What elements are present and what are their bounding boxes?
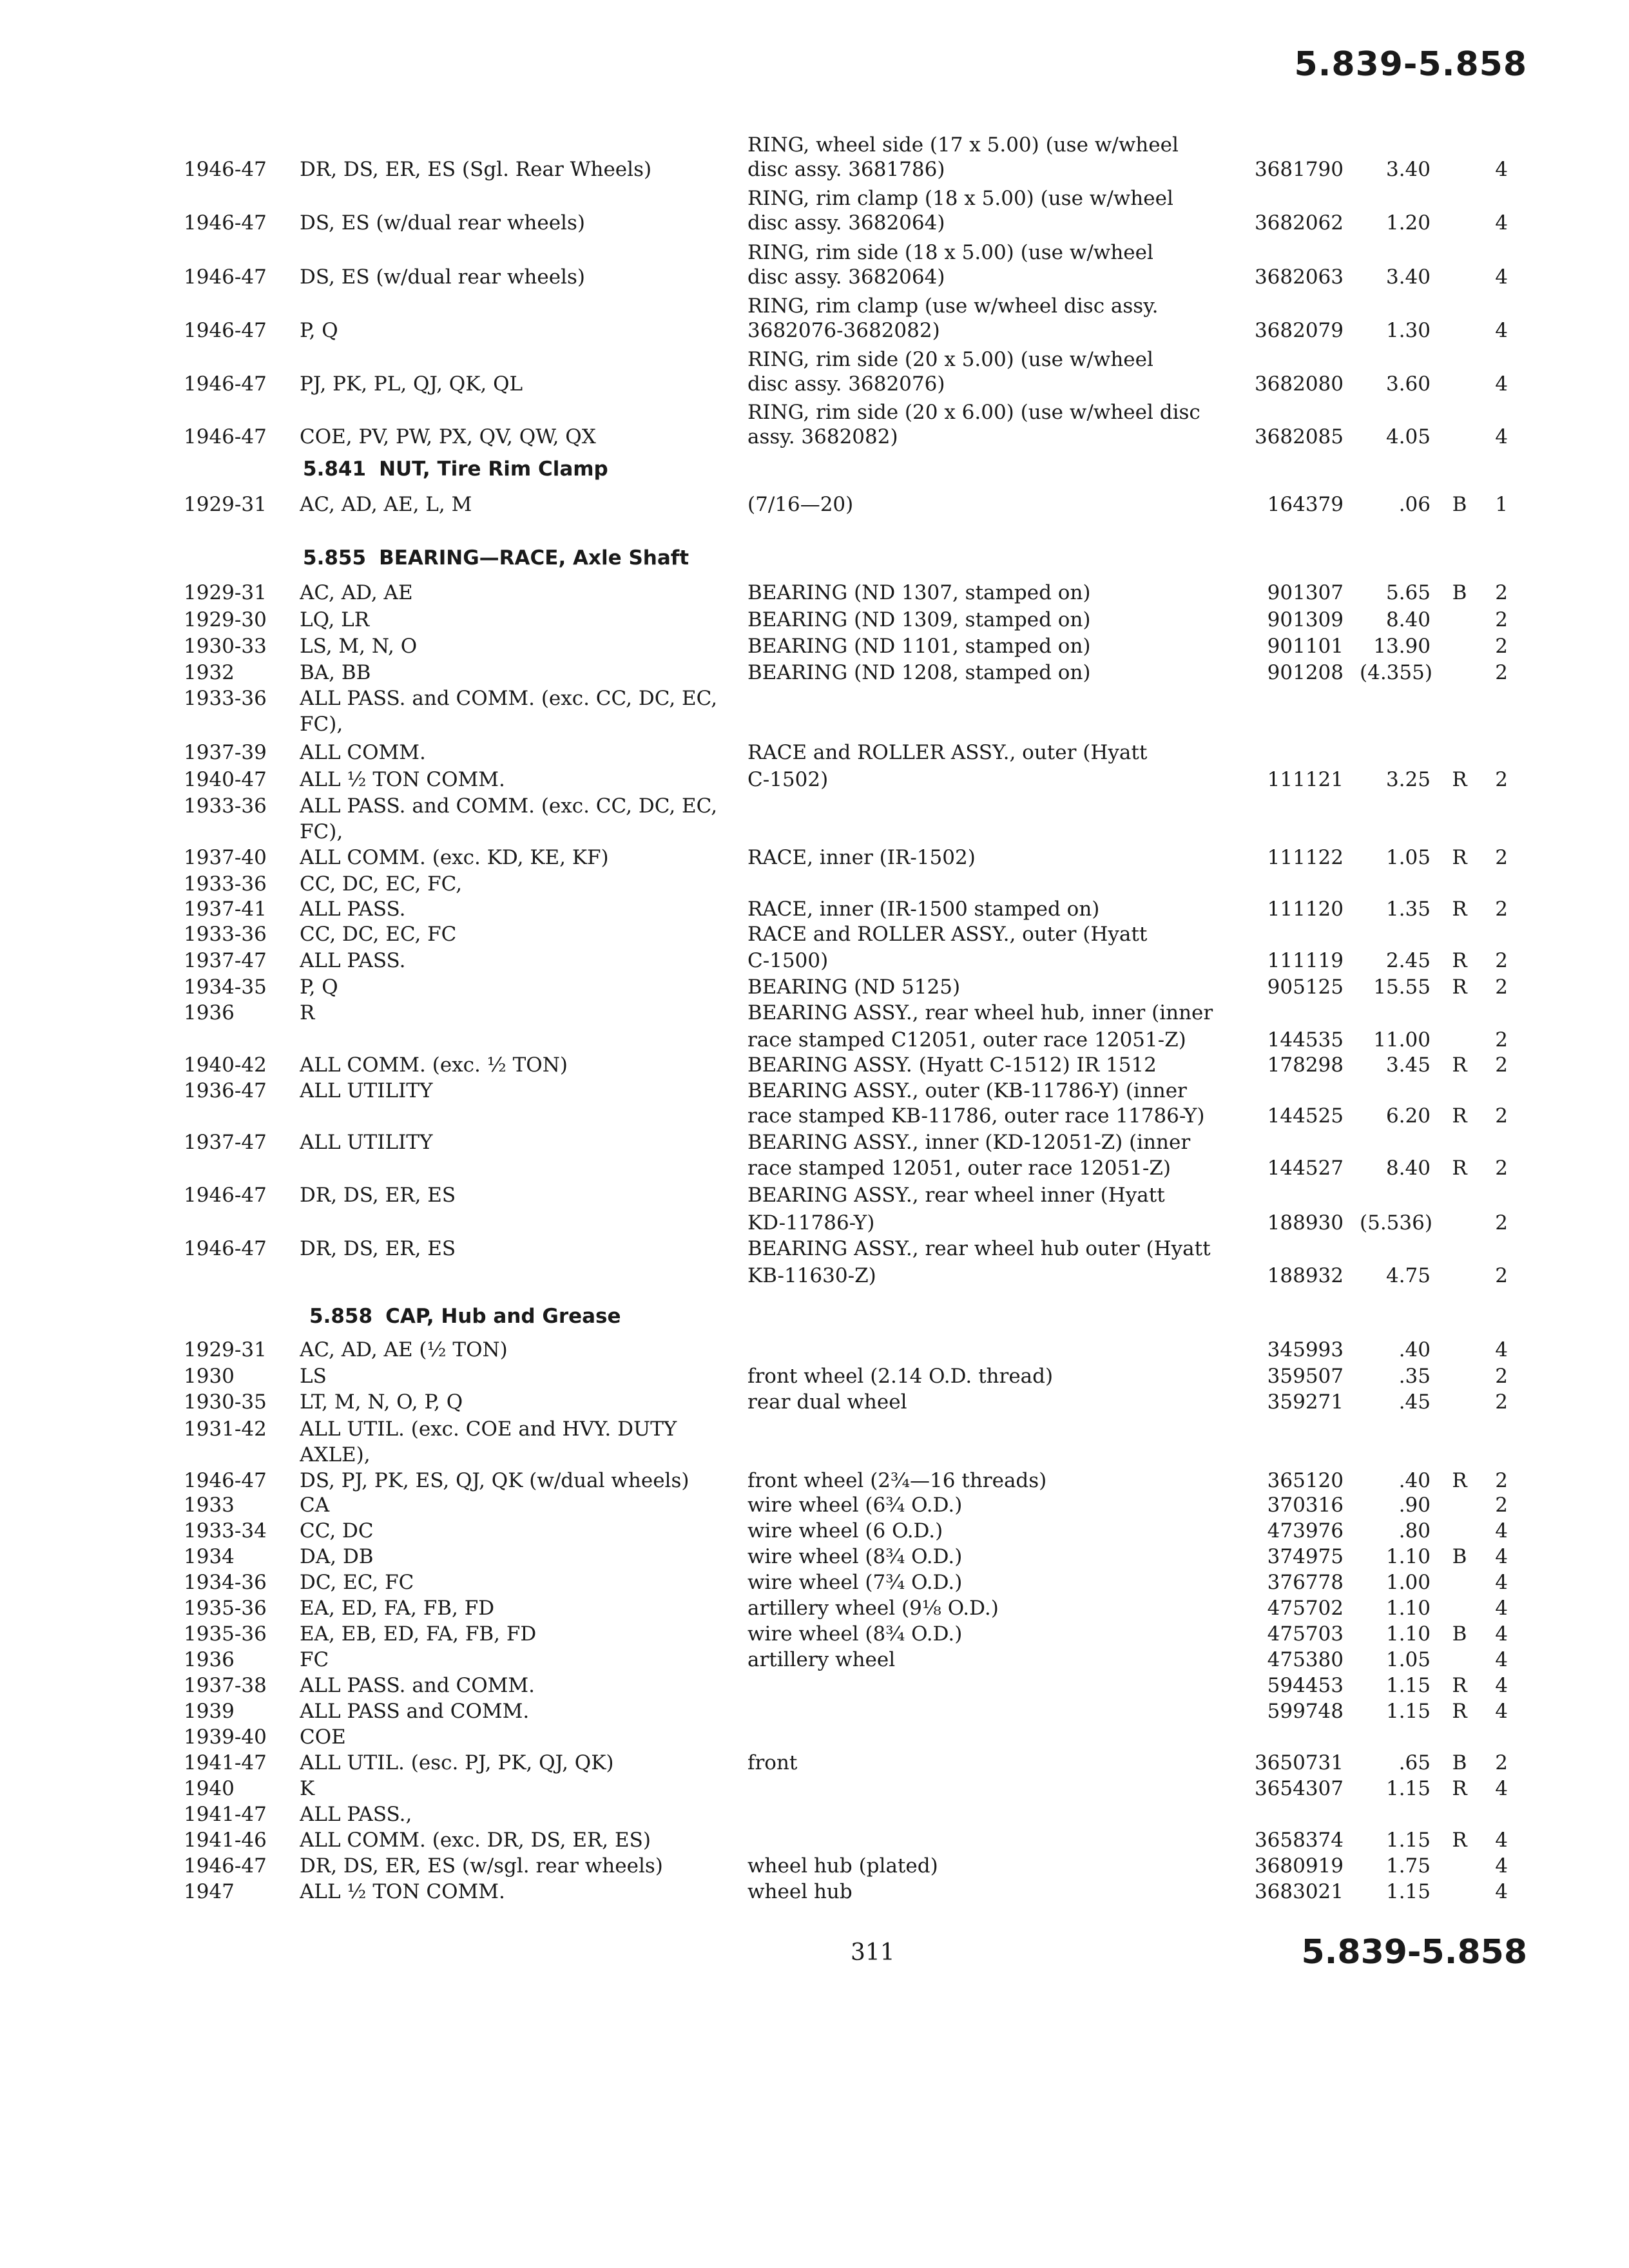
model-cell: CC, DC, EC, FC, — [300, 872, 463, 896]
code-cell: B — [1452, 581, 1467, 604]
model-cell: DR, DS, ER, ES — [300, 1184, 456, 1207]
price-cell: .06 — [1398, 493, 1431, 516]
quantity-cell: 2 — [1495, 975, 1508, 999]
code-cell: R — [1452, 1777, 1467, 1800]
model-cell: ALL UTIL. (esc. PJ, PK, QJ, QK) — [300, 1751, 614, 1774]
price-cell: .80 — [1398, 1519, 1431, 1542]
year-cell: 1929-30 — [184, 608, 267, 631]
price-cell: 1.15 — [1385, 1829, 1431, 1852]
description-cell: BEARING (ND 1309, stamped on) — [747, 608, 1091, 631]
quantity-cell: 2 — [1495, 1494, 1508, 1517]
code-cell: R — [1452, 1053, 1467, 1077]
price-cell: 3.40 — [1385, 158, 1431, 181]
model-cell: P, Q — [300, 975, 338, 999]
price-cell: 1.15 — [1385, 1674, 1431, 1697]
description-line-1: RING, rim side (20 x 5.00) (use w/wheel — [747, 348, 1153, 371]
description-cell: BEARING ASSY., rear wheel inner (Hyatt — [747, 1184, 1165, 1207]
year-cell: 1937-41 — [184, 898, 267, 921]
year-cell: 1929-31 — [184, 581, 267, 604]
model-cell: CA — [300, 1494, 330, 1517]
description-cell: BEARING (ND 1208, stamped on) — [747, 661, 1091, 684]
description-cell: BEARING ASSY., outer (KB-11786-Y) (inner — [747, 1079, 1187, 1102]
year-cell: 1934 — [184, 1545, 235, 1568]
part-number-cell: 111121 — [1267, 768, 1344, 791]
part-number-cell: 111119 — [1267, 949, 1344, 972]
model-cell: DS, PJ, PK, ES, QJ, QK (w/dual wheels) — [300, 1469, 689, 1492]
code-cell: B — [1452, 1751, 1467, 1774]
model-cell: ALL UTILITY — [300, 1131, 433, 1154]
quantity-cell: 2 — [1495, 1751, 1508, 1774]
quantity-cell: 2 — [1495, 1211, 1508, 1235]
year-cell: 1930 — [184, 1365, 235, 1388]
footer-range: 5.839-5.858 — [1301, 1933, 1527, 1972]
part-number-cell: 359507 — [1267, 1365, 1344, 1388]
quantity-cell: 2 — [1495, 661, 1508, 684]
description-cell: RACE, inner (IR-1500 stamped on) — [747, 898, 1100, 921]
description-cell: RACE and ROLLER ASSY., outer (Hyatt — [747, 923, 1148, 946]
model-cell: DR, DS, ER, ES (w/sgl. rear wheels) — [300, 1854, 663, 1878]
description-cell: 3682076-3682082) — [747, 319, 940, 342]
section-title: NUT, Tire Rim Clamp — [379, 457, 608, 481]
model-cell: DC, EC, FC — [300, 1571, 414, 1594]
description-cell: disc assy. 3682064) — [747, 211, 945, 235]
price-cell: 3.45 — [1385, 1053, 1431, 1077]
model-cell: DA, DB — [300, 1545, 374, 1568]
description-cell: BEARING (ND 5125) — [747, 975, 961, 999]
model-cell: AC, AD, AE — [300, 581, 413, 604]
part-number-cell: 3682062 — [1254, 211, 1344, 235]
price-cell: 1.35 — [1385, 898, 1431, 921]
section-heading-5-858 — [309, 1305, 621, 1328]
description-cell: wire wheel (8¾ O.D.) — [747, 1545, 963, 1568]
price-cell: 2.45 — [1385, 949, 1431, 972]
model-cell: FC — [300, 1648, 329, 1671]
section-number: 5.841 — [303, 457, 367, 481]
model-cell: LS, M, N, O — [300, 635, 418, 658]
section-number: 5.858 — [309, 1305, 373, 1328]
price-cell: 1.15 — [1385, 1777, 1431, 1800]
description-cell: disc assy. 3682064) — [747, 265, 945, 289]
description-cell: front wheel (2¾—16 threads) — [747, 1469, 1047, 1492]
description-cell: disc assy. 3681786) — [747, 158, 945, 181]
quantity-cell: 2 — [1495, 768, 1508, 791]
price-cell: 1.00 — [1385, 1571, 1431, 1594]
description-cell: BEARING ASSY., rear wheel hub outer (Hyatt — [747, 1237, 1211, 1260]
part-number-cell: 359271 — [1267, 1390, 1344, 1414]
quantity-cell: 4 — [1495, 1545, 1508, 1568]
description-cell: RACE, inner (IR-1502) — [747, 846, 976, 869]
quantity-cell: 4 — [1495, 265, 1508, 289]
quantity-cell: 4 — [1495, 1597, 1508, 1620]
description-cell: artillery wheel (9⅛ O.D.) — [747, 1597, 999, 1620]
code-cell: R — [1452, 975, 1467, 999]
price-cell: 1.05 — [1385, 1648, 1431, 1671]
part-number-cell: 365120 — [1267, 1469, 1344, 1492]
year-cell: 1946-47 — [184, 425, 267, 448]
price-cell: .90 — [1398, 1494, 1431, 1517]
year-cell: 1946-47 — [184, 372, 267, 396]
year-cell: 1929-31 — [184, 493, 267, 516]
year-cell: 1930-35 — [184, 1390, 267, 1414]
description-cell: wire wheel (6 O.D.) — [747, 1519, 943, 1542]
part-number-cell: 345993 — [1267, 1338, 1344, 1361]
quantity-cell: 4 — [1495, 1674, 1508, 1697]
quantity-cell: 4 — [1495, 1777, 1508, 1800]
code-cell: R — [1452, 1104, 1467, 1128]
section-heading-5-841 — [303, 457, 608, 481]
part-number-cell: 475703 — [1267, 1622, 1344, 1646]
part-number-cell: 374975 — [1267, 1545, 1344, 1568]
part-number-cell: 475702 — [1267, 1597, 1344, 1620]
year-cell: 1940 — [184, 1777, 235, 1800]
model-cell: CC, DC — [300, 1519, 374, 1542]
code-cell: R — [1452, 1469, 1467, 1492]
price-cell: 5.65 — [1385, 581, 1431, 604]
quantity-cell: 2 — [1495, 1028, 1508, 1052]
model-cell: DR, DS, ER, ES — [300, 1237, 456, 1260]
model-cell: LT, M, N, O, P, Q — [300, 1390, 463, 1414]
part-number-cell: 594453 — [1267, 1674, 1344, 1697]
description-cell: artillery wheel — [747, 1648, 896, 1671]
quantity-cell: 4 — [1495, 211, 1508, 235]
description-cell: race stamped C12051, outer race 12051-Z) — [747, 1028, 1186, 1052]
model-cell: ALL COMM. (exc. ½ TON) — [300, 1053, 568, 1077]
price-cell: (4.355) — [1360, 661, 1432, 684]
part-number-cell: 178298 — [1267, 1053, 1344, 1077]
year-cell: 1933 — [184, 1494, 235, 1517]
part-number-cell: 376778 — [1267, 1571, 1344, 1594]
description-cell: BEARING ASSY. (Hyatt C-1512) IR 1512 — [747, 1053, 1157, 1077]
price-cell: 3.40 — [1385, 265, 1431, 289]
year-cell: 1933-36 — [184, 923, 267, 946]
quantity-cell: 2 — [1495, 1157, 1508, 1180]
code-cell: B — [1452, 1545, 1467, 1568]
description-line-1: RING, rim side (18 x 5.00) (use w/wheel — [747, 241, 1153, 264]
quantity-cell: 4 — [1495, 1622, 1508, 1646]
year-cell: 1936 — [184, 1001, 235, 1024]
quantity-cell: 4 — [1495, 425, 1508, 448]
model-cell: PJ, PK, PL, QJ, QK, QL — [300, 372, 523, 396]
year-cell: 1937-39 — [184, 741, 267, 764]
year-cell: 1936 — [184, 1648, 235, 1671]
part-number-cell: 475380 — [1267, 1648, 1344, 1671]
description-cell: wire wheel (6¾ O.D.) — [747, 1494, 963, 1517]
description-cell: wire wheel (8¾ O.D.) — [747, 1622, 963, 1646]
price-cell: 3.25 — [1385, 768, 1431, 791]
quantity-cell: 2 — [1495, 581, 1508, 604]
model-cell: FC), — [300, 820, 343, 843]
description-cell: BEARING ASSY., rear wheel hub, inner (inner — [747, 1001, 1213, 1024]
year-cell: 1946-47 — [184, 1854, 267, 1878]
year-cell: 1935-36 — [184, 1622, 267, 1646]
part-number-cell: 144527 — [1267, 1157, 1344, 1180]
quantity-cell: 2 — [1495, 1390, 1508, 1414]
year-cell: 1934-36 — [184, 1571, 267, 1594]
part-number-cell: 599748 — [1267, 1700, 1344, 1723]
quantity-cell: 4 — [1495, 1854, 1508, 1878]
model-cell: EA, EB, ED, FA, FB, FD — [300, 1622, 537, 1646]
section-heading-5-855 — [303, 546, 689, 570]
price-cell: 1.05 — [1385, 846, 1431, 869]
description-cell: (7/16—20) — [747, 493, 854, 516]
description-cell: wheel hub — [747, 1880, 853, 1903]
price-cell: 1.20 — [1385, 211, 1431, 235]
code-cell: B — [1452, 493, 1467, 516]
description-cell: wheel hub (plated) — [747, 1854, 938, 1878]
year-cell: 1937-47 — [184, 949, 267, 972]
quantity-cell: 4 — [1495, 1700, 1508, 1723]
section-number: 5.855 — [303, 546, 367, 570]
page-number: 311 — [851, 1939, 895, 1966]
price-cell: 13.90 — [1373, 635, 1431, 658]
quantity-cell: 2 — [1495, 1264, 1508, 1287]
quantity-cell: 2 — [1495, 1053, 1508, 1077]
part-number-cell: 3680919 — [1254, 1854, 1344, 1878]
model-cell: ALL COMM. (exc. KD, KE, KF) — [300, 846, 609, 869]
year-cell: 1939-40 — [184, 1725, 267, 1749]
year-cell: 1937-47 — [184, 1131, 267, 1154]
price-cell: 1.10 — [1385, 1622, 1431, 1646]
model-cell: ALL PASS., — [300, 1803, 412, 1826]
part-number-cell: 901101 — [1267, 635, 1344, 658]
code-cell: R — [1452, 1700, 1467, 1723]
code-cell: R — [1452, 846, 1467, 869]
description-line-1: RING, rim clamp (use w/wheel disc assy. — [747, 294, 1159, 318]
year-cell: 1930-33 — [184, 635, 267, 658]
model-cell: ALL ½ TON COMM. — [300, 1880, 505, 1903]
price-cell: 8.40 — [1385, 608, 1431, 631]
quantity-cell: 2 — [1495, 635, 1508, 658]
model-cell: LQ, LR — [300, 608, 370, 631]
year-cell: 1946-47 — [184, 319, 267, 342]
year-cell: 1946-47 — [184, 158, 267, 181]
description-cell: C-1502) — [747, 768, 829, 791]
description-cell: BEARING ASSY., inner (KD-12051-Z) (inner — [747, 1131, 1191, 1154]
model-cell: COE, PV, PW, PX, QV, QW, QX — [300, 425, 596, 448]
part-number-cell: 473976 — [1267, 1519, 1344, 1542]
part-number-cell: 188932 — [1267, 1264, 1344, 1287]
price-cell: 15.55 — [1373, 975, 1431, 999]
year-cell: 1941-47 — [184, 1803, 267, 1826]
year-cell: 1933-36 — [184, 687, 267, 710]
year-cell: 1947 — [184, 1880, 235, 1903]
year-cell: 1946-47 — [184, 1237, 267, 1260]
code-cell: R — [1452, 1674, 1467, 1697]
quantity-cell: 4 — [1495, 1829, 1508, 1852]
code-cell: R — [1452, 768, 1467, 791]
part-number-cell: 901309 — [1267, 608, 1344, 631]
description-line-1: RING, rim clamp (18 x 5.00) (use w/wheel — [747, 187, 1173, 210]
year-cell: 1940-42 — [184, 1053, 267, 1077]
year-cell: 1929-31 — [184, 1338, 267, 1361]
model-cell: AC, AD, AE (½ TON) — [300, 1338, 508, 1361]
year-cell: 1946-47 — [184, 1184, 267, 1207]
code-cell: R — [1452, 949, 1467, 972]
part-number-cell: 905125 — [1267, 975, 1344, 999]
model-cell: ALL PASS. — [300, 949, 406, 972]
model-cell: ALL PASS. — [300, 898, 406, 921]
section-title: BEARING—RACE, Axle Shaft — [379, 546, 689, 570]
part-number-cell: 111120 — [1267, 898, 1344, 921]
price-cell: .45 — [1398, 1390, 1431, 1414]
model-cell: DS, ES (w/dual rear wheels) — [300, 265, 585, 289]
description-cell: RACE and ROLLER ASSY., outer (Hyatt — [747, 741, 1148, 764]
description-cell: rear dual wheel — [747, 1390, 907, 1414]
model-cell: ALL ½ TON COMM. — [300, 768, 505, 791]
description-cell: race stamped KB-11786, outer race 11786-Y) — [747, 1104, 1205, 1128]
quantity-cell: 4 — [1495, 372, 1508, 396]
year-cell: 1946-47 — [184, 265, 267, 289]
description-cell: front wheel (2.14 O.D. thread) — [747, 1365, 1054, 1388]
price-cell: 4.75 — [1385, 1264, 1431, 1287]
model-cell: BA, BB — [300, 661, 371, 684]
year-cell: 1936-47 — [184, 1079, 267, 1102]
price-cell: 6.20 — [1385, 1104, 1431, 1128]
description-cell: C-1500) — [747, 949, 829, 972]
model-cell: R — [300, 1001, 315, 1024]
code-cell: R — [1452, 1157, 1467, 1180]
year-cell: 1934-35 — [184, 975, 267, 999]
model-cell: EA, ED, FA, FB, FD — [300, 1597, 495, 1620]
year-cell: 1946-47 — [184, 1469, 267, 1492]
price-cell: 1.75 — [1385, 1854, 1431, 1878]
year-cell: 1935-36 — [184, 1597, 267, 1620]
price-cell: .40 — [1398, 1338, 1431, 1361]
part-number-cell: 901208 — [1267, 661, 1344, 684]
part-number-cell: 3654307 — [1254, 1777, 1344, 1800]
year-cell: 1933-36 — [184, 872, 267, 896]
model-cell: ALL PASS. and COMM. — [300, 1674, 535, 1697]
price-cell: .40 — [1398, 1469, 1431, 1492]
description-cell: disc assy. 3682076) — [747, 372, 945, 396]
part-number-cell: 3682085 — [1254, 425, 1344, 448]
model-cell: ALL UTILITY — [300, 1079, 433, 1102]
price-cell: 1.15 — [1385, 1700, 1431, 1723]
year-cell: 1939 — [184, 1700, 235, 1723]
model-cell: COE — [300, 1725, 346, 1749]
code-cell: R — [1452, 898, 1467, 921]
model-cell: DR, DS, ER, ES (Sgl. Rear Wheels) — [300, 158, 652, 181]
price-cell: 11.00 — [1373, 1028, 1431, 1052]
section-title: CAP, Hub and Grease — [385, 1305, 621, 1328]
year-cell: 1940-47 — [184, 768, 267, 791]
price-cell: 1.30 — [1385, 319, 1431, 342]
year-cell: 1941-46 — [184, 1829, 267, 1852]
description-cell: race stamped 12051, outer race 12051-Z) — [747, 1157, 1171, 1180]
model-cell: FC), — [300, 713, 343, 736]
description-cell: assy. 3682082) — [747, 425, 898, 448]
part-number-cell: 144525 — [1267, 1104, 1344, 1128]
description-cell: front — [747, 1751, 798, 1774]
price-cell: 1.15 — [1385, 1880, 1431, 1903]
description-cell: KB-11630-Z) — [747, 1264, 876, 1287]
model-cell: ALL COMM. — [300, 741, 426, 764]
model-cell: LS — [300, 1365, 327, 1388]
price-cell: 1.10 — [1385, 1597, 1431, 1620]
year-cell: 1932 — [184, 661, 235, 684]
description-cell: wire wheel (7¾ O.D.) — [747, 1571, 963, 1594]
model-cell: ALL PASS. and COMM. (exc. CC, DC, EC, — [300, 687, 718, 710]
quantity-cell: 4 — [1495, 1338, 1508, 1361]
part-number-cell: 3658374 — [1254, 1829, 1344, 1852]
quantity-cell: 2 — [1495, 1469, 1508, 1492]
part-number-cell: 3683021 — [1254, 1880, 1344, 1903]
quantity-cell: 2 — [1495, 846, 1508, 869]
year-cell: 1941-47 — [184, 1751, 267, 1774]
model-cell: AXLE), — [300, 1443, 371, 1466]
model-cell: DS, ES (w/dual rear wheels) — [300, 211, 585, 235]
model-cell: P, Q — [300, 319, 338, 342]
price-cell: 1.10 — [1385, 1545, 1431, 1568]
part-number-cell: 901307 — [1267, 581, 1344, 604]
quantity-cell: 4 — [1495, 1519, 1508, 1542]
part-number-cell: 370316 — [1267, 1494, 1344, 1517]
part-number-cell: 111122 — [1267, 846, 1344, 869]
part-number-cell: 3682063 — [1254, 265, 1344, 289]
year-cell: 1931-42 — [184, 1418, 267, 1441]
part-number-cell: 164379 — [1267, 493, 1344, 516]
quantity-cell: 1 — [1495, 493, 1508, 516]
code-cell: R — [1452, 1829, 1467, 1852]
part-number-cell: 144535 — [1267, 1028, 1344, 1052]
quantity-cell: 4 — [1495, 158, 1508, 181]
description-line-1: RING, rim side (20 x 6.00) (use w/wheel disc — [747, 401, 1200, 424]
part-number-cell: 3682079 — [1254, 319, 1344, 342]
price-cell: 8.40 — [1385, 1157, 1431, 1180]
quantity-cell: 2 — [1495, 608, 1508, 631]
model-cell: ALL PASS and COMM. — [300, 1700, 530, 1723]
part-number-cell: 3681790 — [1254, 158, 1344, 181]
model-cell: CC, DC, EC, FC — [300, 923, 457, 946]
description-cell: BEARING (ND 1101, stamped on) — [747, 635, 1091, 658]
code-cell: B — [1452, 1622, 1467, 1646]
year-cell: 1933-36 — [184, 794, 267, 818]
model-cell: K — [300, 1777, 315, 1800]
page-header-range: 5.839-5.858 — [1294, 45, 1527, 84]
price-cell: 3.60 — [1385, 372, 1431, 396]
year-cell: 1933-34 — [184, 1519, 267, 1542]
model-cell: AC, AD, AE, L, M — [300, 493, 472, 516]
quantity-cell: 4 — [1495, 319, 1508, 342]
price-cell: .65 — [1398, 1751, 1431, 1774]
part-number-cell: 3650731 — [1254, 1751, 1344, 1774]
description-line-1: RING, wheel side (17 x 5.00) (use w/wheel — [747, 133, 1179, 157]
quantity-cell: 4 — [1495, 1880, 1508, 1903]
part-number-cell: 188930 — [1267, 1211, 1344, 1235]
description-cell: BEARING (ND 1307, stamped on) — [747, 581, 1091, 604]
model-cell: ALL PASS. and COMM. (exc. CC, DC, EC, — [300, 794, 718, 818]
price-cell: .35 — [1398, 1365, 1431, 1388]
quantity-cell: 2 — [1495, 1365, 1508, 1388]
price-cell: 4.05 — [1385, 425, 1431, 448]
quantity-cell: 2 — [1495, 898, 1508, 921]
quantity-cell: 2 — [1495, 949, 1508, 972]
price-cell: (5.536) — [1360, 1211, 1432, 1235]
quantity-cell: 4 — [1495, 1571, 1508, 1594]
quantity-cell: 4 — [1495, 1648, 1508, 1671]
model-cell: ALL COMM. (exc. DR, DS, ER, ES) — [300, 1829, 651, 1852]
quantity-cell: 2 — [1495, 1104, 1508, 1128]
description-cell: KD-11786-Y) — [747, 1211, 875, 1235]
model-cell: ALL UTIL. (exc. COE and HVY. DUTY — [300, 1418, 677, 1441]
part-number-cell: 3682080 — [1254, 372, 1344, 396]
year-cell: 1937-40 — [184, 846, 267, 869]
year-cell: 1946-47 — [184, 211, 267, 235]
year-cell: 1937-38 — [184, 1674, 267, 1697]
